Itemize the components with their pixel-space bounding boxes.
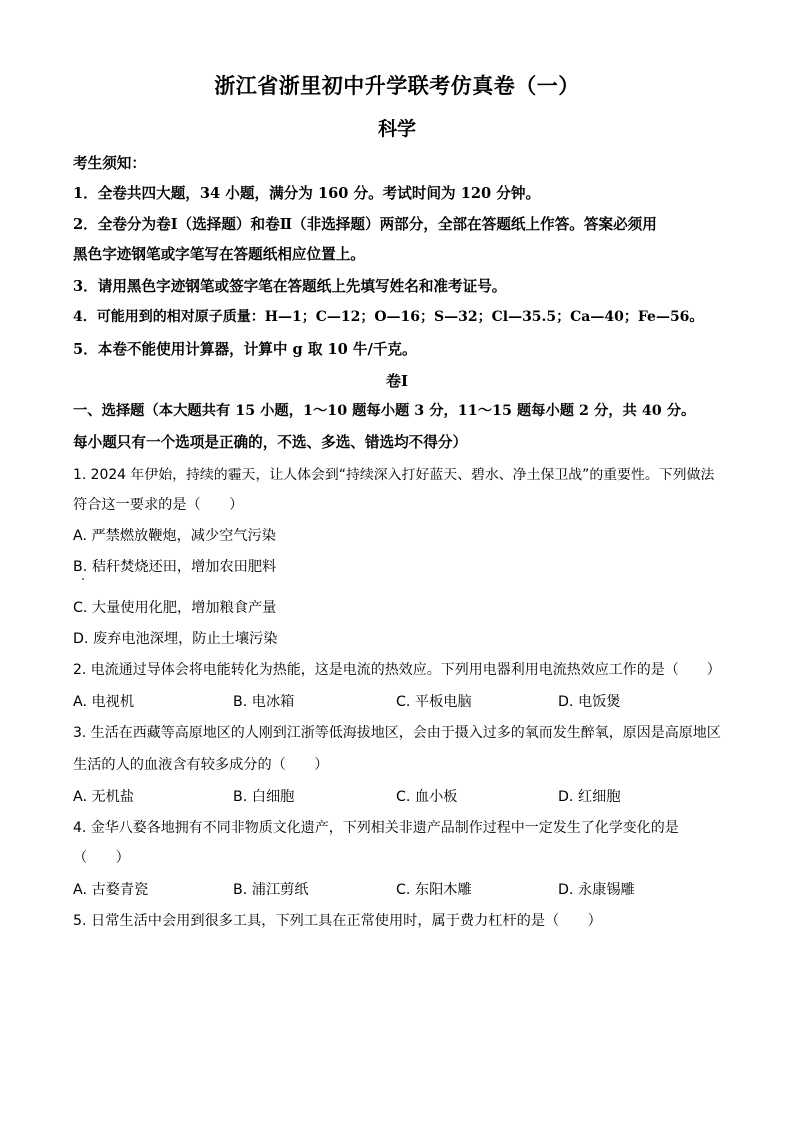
question-2-option-b: B. 电冰箱 [233,694,295,710]
question-1-option-d: D. 废弃电池深埋，防止土壤污染 [73,631,278,647]
question-4-stem-line2: （ ） [73,850,130,866]
notice-heading: 考生须知： [73,155,146,172]
question-1-stem-line1: 1. 2024 年伊始，持续的霾天，让人体会到“持续深入打好蓝天、碧水、净土保卫战”的重要性。下列做法 [73,467,715,483]
question-3-option-d: D. 红细胞 [558,789,621,805]
question-2-stem: 2. 电流通过导体会将电能转化为热能，这是电流的热效应。下列用电器利用电流热效应工作的是（ ） [73,662,721,678]
question-1-option-a: A. 严禁燃放鞭炮，减少空气污染 [73,528,276,544]
question-2-option-a: A. 电视机 [73,694,135,710]
question-3-stem-line2: 生活的人的血液含有较多成分的（ ） [73,757,329,773]
notice-item-2-cont: 黑色字迹钢笔或字笔写在答题纸相应位置上。 [73,246,365,263]
question-4-option-d: D. 永康锡雕 [558,882,635,898]
question-2-option-c: C. 平板电脑 [396,694,472,710]
volume-label: 卷Ⅰ [385,372,409,390]
question-3-stem-line1: 3. 生活在西藏等高原地区的人刚到江浙等低海拔地区，会由于摄入过多的氧而发生醉氧，原因是高原地区 [73,725,721,741]
question-4-stem-line1: 4. 金华八婺各地拥有不同非物质文化遗产，下列相关非遗产品制作过程中一定发生了化学变化的是 [73,820,679,836]
question-3-option-c: C. 血小板 [396,789,458,805]
question-3-option-b: B. 白细胞 [233,789,295,805]
question-4-option-c: C. 东阳木雕 [396,882,472,898]
notice-item-5: 5．本卷不能使用计算器，计算中 g 取 10 牛/千克。 [73,341,417,358]
notice-item-3: 3．请用黑色字迹钢笔或签字笔在答题纸上先填写姓名和准考证号。 [73,278,507,295]
question-4-option-b: B. 浦江剪纸 [233,882,309,898]
subject-title: 科学 [377,118,416,140]
question-1-stem-line2: 符合这一要求的是（ ） [73,497,244,513]
question-3-option-a: A. 无机盐 [73,789,135,805]
notice-item-1: 1．全卷共四大题，34 小题，满分为 160 分。考试时间为 120 分钟。 [73,185,541,202]
page-title: 浙江省浙里初中升学联考仿真卷（一） [214,73,580,98]
section-heading-line1: 一、选择题（本大题共有 15 小题，1～10 题每小题 3 分，11～15 题每小题 2 分，共 40 分。 [73,403,696,419]
question-1-option-b: B. 秸秆焚烧还田，增加农田肥料 [73,559,277,575]
notice-item-4: 4．可能用到的相对原子质量：H—1；C—12；O—16；S—32；Cl—35.5；Ca—40；Fe—56。 [73,309,704,325]
question-5-stem: 5. 日常生活中会用到很多工具，下列工具在正常使用时，属于费力杠杆的是（ ） [73,913,602,929]
notice-item-2: 2．全卷分为卷Ⅰ（选择题）和卷Ⅱ（非选择题）两部分，全部在答题纸上作答。答案必须用 [73,216,657,233]
stray-dot-mark [82,578,84,580]
question-1-option-c: C. 大量使用化肥，增加粮食产量 [73,600,277,616]
section-heading-line2: 每小题只有一个选项是正确的，不选、多选、错选均不得分） [73,434,468,451]
question-2-option-d: D. 电饭煲 [558,694,621,710]
question-4-option-a: A. 古婺青瓷 [73,882,149,898]
